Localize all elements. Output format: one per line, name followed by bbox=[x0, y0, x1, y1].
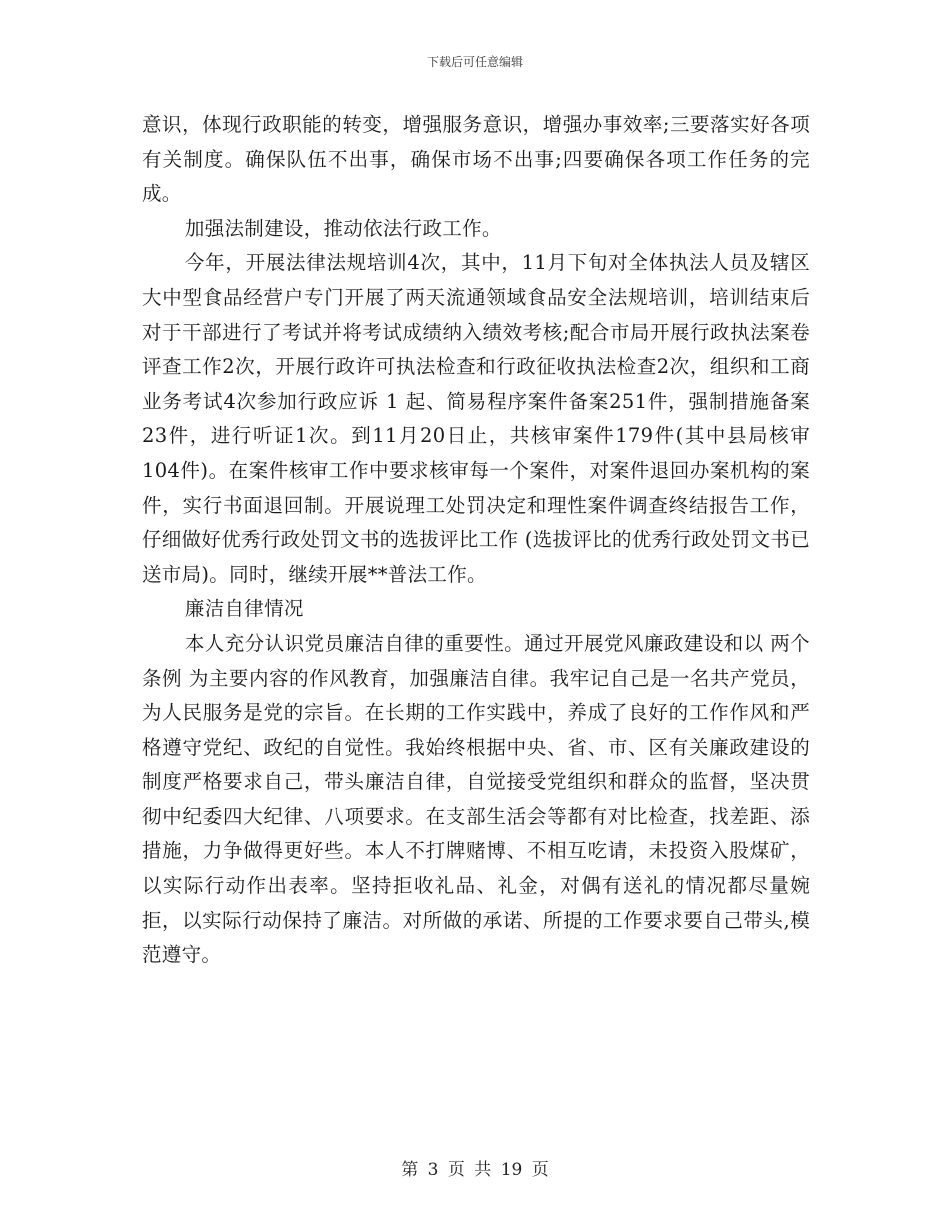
document-body bbox=[142, 108, 810, 973]
paragraph-legal-training: 今年，开展法律法规培训4次，其中，11月下旬对全体执法人员及辖区大中型食品经营户专门开展了两天流通领域食品安全法规培训，培训结束后对于干部进行了考试并将考试成绩纳入绩效考核;配合市局开展行政执法案卷评查工作2次，开展行政许可执法检查和行政征收执法检查2次，组织和工商业务考试4次参加行政应诉 1 起、简易程序案件备案251件，强制措施备案23件，进行听证1次。到11月20日止，共核审案件179件(其中县局核审104件)。在案件核审工作中要求核审每一个案件，对案件退回办案机构的案件，实行书面退回制。开展说理工处罚决定和理性案件调查终结报告工作，仔细做好优秀行政处罚文书的选拔评比工作 (选拔评比的优秀行政处罚文书已送市局)。同时，继续开展**普法工作。 bbox=[142, 251, 810, 586]
page-header: 下载后可任意编辑 bbox=[426, 55, 523, 69]
paragraph-continuation: 意识，体现行政职能的转变，增强服务意识，增强办事效率;三要落实好各项有关制度。确保队伍不出事，确保市场不出事;四要确保各项工作任务的完成。 bbox=[142, 113, 810, 206]
section-heading-integrity: 廉洁自律情况 bbox=[184, 597, 304, 621]
paragraph-integrity: 本人充分认识党员廉洁自律的重要性。通过开展党风廉政建设和以 两个条例 为主要内容的作风教育，加强廉洁自律。我牢记自己是一名共产党员，为人民服务是党的宗旨。在长期的工作实践中，养成了良好的工作作风和严格遵守党纪、政纪的自觉性。我始终根据中央、省、市、区有关廉政建设的制度严格要求自己，带头廉洁自律，自觉接受党组织和群众的监督，坚决贯彻中纪委四大纪律、八项要求。在支部生活会等都有对比检查，找差距、添措施，力争做得更好些。本人不打牌赌博、不相互吃请，未投资入股煤矿，以实际行动作出表率。坚持拒收礼品、礼金，对偶有送礼的情况都尽量婉拒，以实际行动保持了廉洁。对所做的承诺、所提的工作要求要自己带头,模范遵守。 bbox=[142, 631, 810, 967]
page-number: 第 3 页 共 19 页 bbox=[401, 1160, 549, 1180]
section-heading-legal-construction: 加强法制建设，推动依法行政工作。 bbox=[184, 216, 502, 240]
